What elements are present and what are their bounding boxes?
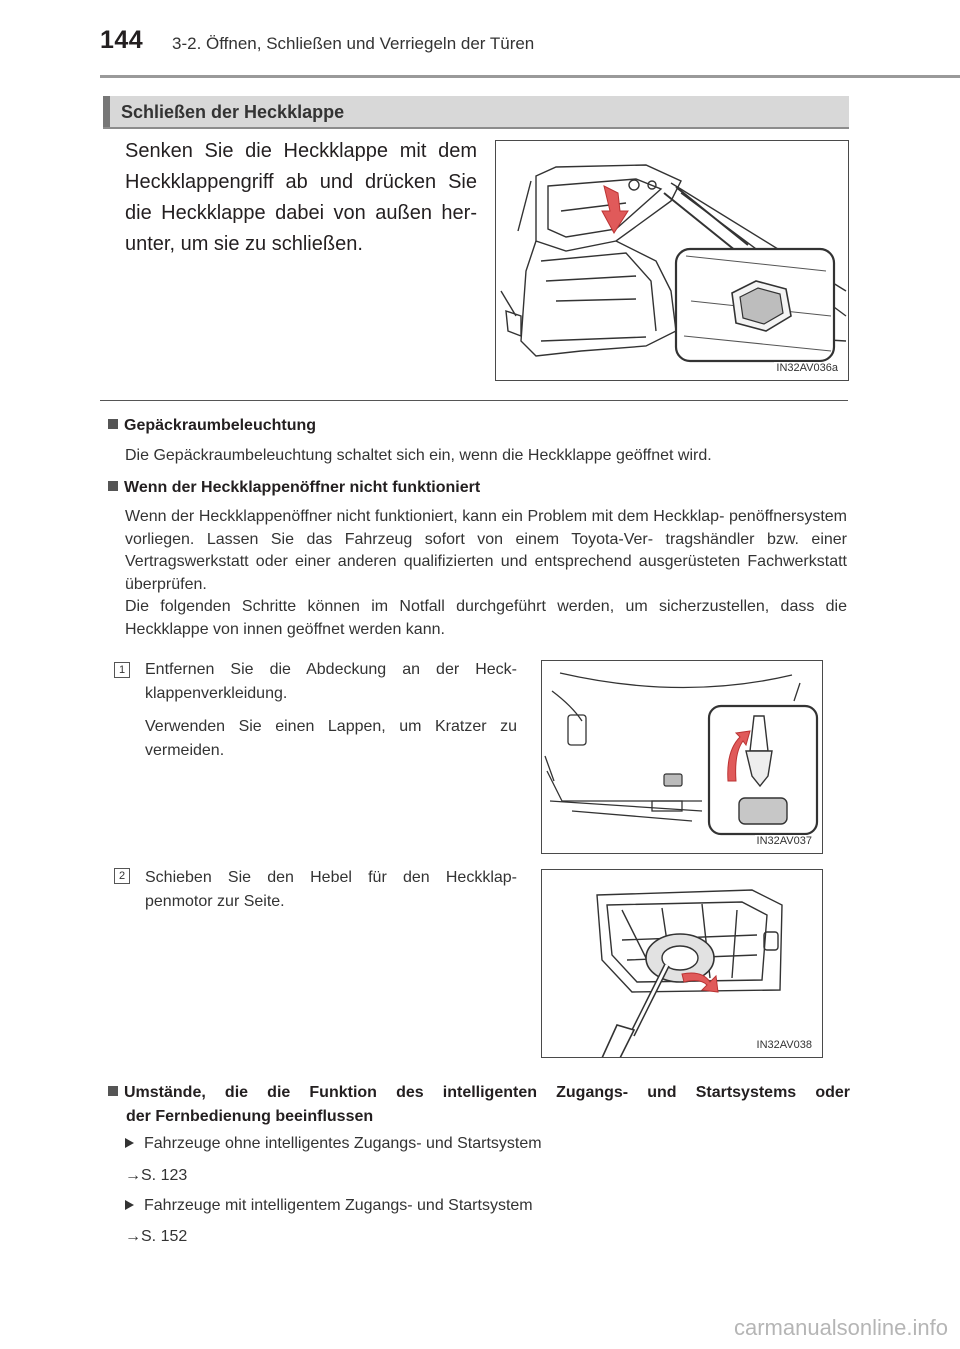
note-heading-smart-entry: Umstände, die die Funktion des intelligenten Zugangs- und Startsystems oder der Fernbedienung beeinflussen <box>108 1081 850 1129</box>
step-1-subtext: Verwenden Sie einen Lappen, um Kratzer zu vermeiden. <box>145 718 517 759</box>
figure-tailgate-closing <box>495 140 849 381</box>
triangle-bullet-icon <box>125 1200 134 1210</box>
figure-step-1-cover <box>541 660 823 854</box>
triangle-bullet-icon <box>125 1138 134 1148</box>
figure-code: IN32AV037 <box>756 835 812 847</box>
note-body-opener-failure: Wenn der Heckklappenöffner nicht funktioniert, kann ein Problem mit dem Heckklap- penöffnersystem vorliegen. Lassen Sie das Fahrzeug sofort von einem Toyota-Ver- tragshändler bzw. einer Vertragswerkstatt oder einer anderen qualifizierten und entsprechend ausgerüsteten Fachwerkstatt überprüfen. Die folgenden Schritte können im Notfall durchgeführt werden, um sicherzustellen, dass die Heckklappe von innen geöffnet werden kann. <box>125 508 847 638</box>
tailgate-illustration <box>496 141 849 381</box>
intro-text: Senken Sie die Heckklappe mit dem Heckklappengriff ab und drücken Sie die Heckklappe dabei von außen her- unter, um sie zu schließen. <box>125 140 477 255</box>
arrow-down-icon <box>602 186 628 233</box>
watermark: carmanualsonline.info <box>733 1315 948 1340</box>
figure-code: IN32AV038 <box>756 1039 812 1051</box>
condition-without-smart-entry: Fahrzeuge ohne intelligentes Zugangs- und Startsystem <box>125 1135 542 1153</box>
step-number-2: 2 <box>114 868 130 884</box>
lever-illustration <box>542 870 823 1058</box>
step-1-text: Entfernen Sie die Abdeckung an der Heck- klappenverkleidung. <box>145 661 517 702</box>
arrow-right-icon <box>682 973 718 992</box>
divider <box>100 400 848 401</box>
step-number-1: 1 <box>114 662 130 678</box>
condition-with-smart-entry: Fahrzeuge mit intelligentem Zugangs- und Startsystem <box>125 1197 533 1215</box>
section-title: Schließen der Heckklappe <box>121 102 345 122</box>
note-body-luggage-light: Die Gepäckraumbeleuchtung schaltet sich ein, wenn die Heckklappe geöffnet wird. <box>125 447 712 464</box>
section-title-bar <box>103 96 849 129</box>
step-2-text: Schieben Sie den Hebel für den Heckklap- penmotor zur Seite. <box>145 869 517 910</box>
page-header <box>100 10 960 78</box>
square-bullet-icon <box>108 1086 118 1096</box>
square-bullet-icon <box>108 481 118 491</box>
chapter-title: 3-2. Öffnen, Schließen und Verriegeln der Türen <box>172 34 535 53</box>
page-reference-123: →S. 123 <box>125 1167 188 1184</box>
note-heading-opener-failure: Wenn der Heckklappenöffner nicht funktioniert <box>108 479 480 497</box>
page-reference-152: →S. 152 <box>125 1228 188 1245</box>
trim-cover-illustration <box>542 661 823 854</box>
figure-code: IN32AV036a <box>776 362 838 374</box>
figure-step-2-lever <box>541 869 823 1058</box>
square-bullet-icon <box>108 419 118 429</box>
page-number: 144 <box>100 26 144 54</box>
note-heading-luggage-light: Gepäckraumbeleuchtung <box>108 417 316 435</box>
